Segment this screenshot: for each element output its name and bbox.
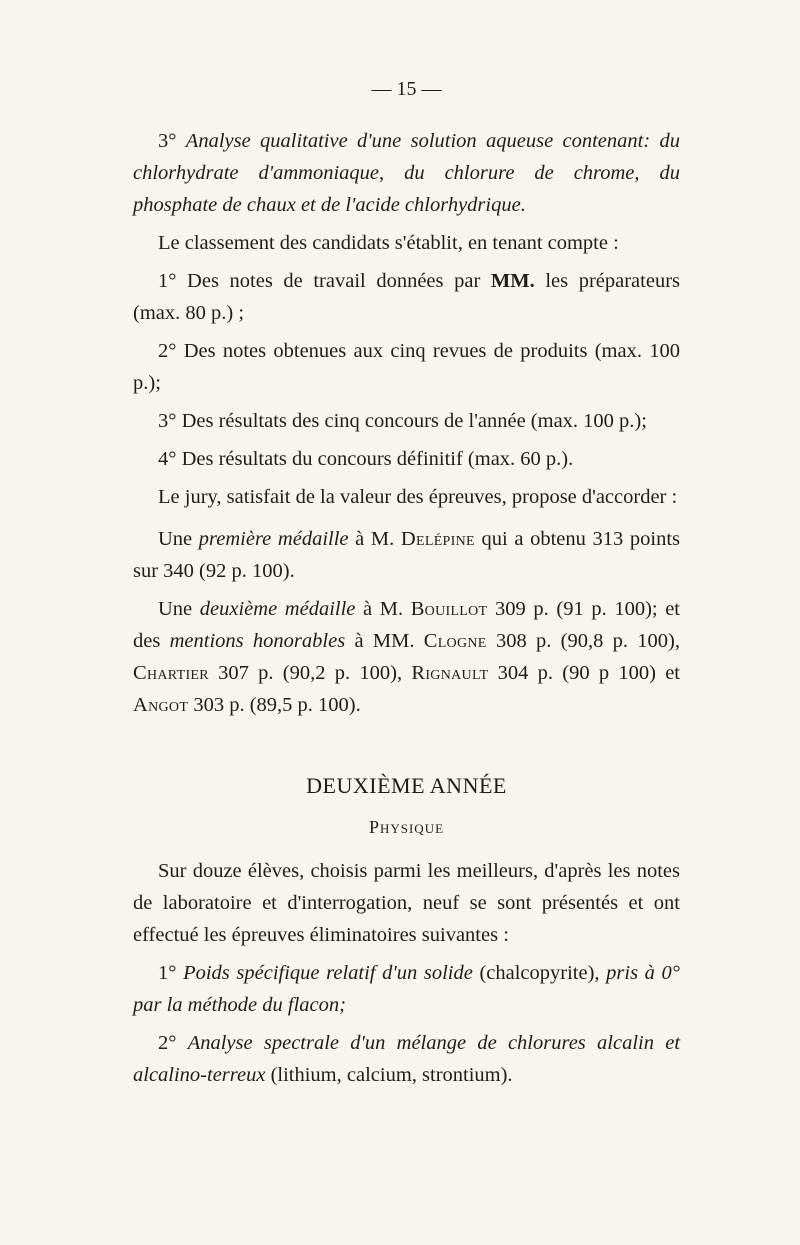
second-medal-pre: Une xyxy=(158,598,200,620)
laureate-chartier: Chartier xyxy=(133,662,209,684)
item-3-title: Analyse qualitative d'une solution aqueuse contenant: du chlorhydrate d'ammoniaque, du chlorure de chrome, du phosphate de chaux et de l'acide chlorhydrique. xyxy=(133,130,680,216)
criterion-2: 2° Des notes obtenues aux cinq revues de produits (max. 100 p.); xyxy=(133,340,680,394)
laureate-rignault: Rignault xyxy=(411,662,489,684)
laureate-bouillot: Bouillot xyxy=(410,598,488,620)
criterion-4: 4° Des résultats du concours définitif (max. 60 p.). xyxy=(158,448,574,470)
criterion-1 xyxy=(133,265,680,329)
classement-intro: Le classement des candidats s'établit, en tenant compte : xyxy=(158,232,619,254)
score-rignault: 304 p. (90 p 100) et xyxy=(488,662,681,684)
epreuve-2-elements: (lithium, calcium, strontium). xyxy=(265,1064,513,1086)
epreuve-1-title: Poids spécifique relatif d'un solide xyxy=(183,962,473,984)
first-medal-score: qui a obtenu 313 points sur 340 (92 p. 100). xyxy=(133,528,681,582)
second-medal-mid: à M. xyxy=(355,598,411,620)
criterion-1-text: 1° Des notes de travail données par xyxy=(158,270,491,292)
epreuve-1-method: pris à 0° par la méthode du flacon; xyxy=(133,962,680,1016)
item-3-number: 3° xyxy=(158,130,177,152)
honorable-mentions-label: mentions honorables xyxy=(169,630,346,652)
item-3-analyse-qualitative xyxy=(133,125,680,221)
first-medal-pre: Une xyxy=(158,528,199,550)
score-clogne: 308 p. (90,8 p. 100), xyxy=(486,630,680,652)
criterion-3: 3° Des résultats des cinq concours de l'année (max. 100 p.); xyxy=(158,410,647,432)
laureate-delepine: Delépine xyxy=(400,528,475,550)
laureate-angot: Angot xyxy=(133,694,189,716)
laureate-clogne: Clogne xyxy=(423,630,487,652)
epreuve-2-number: 2° xyxy=(158,1032,177,1054)
book-page xyxy=(133,78,680,1091)
epreuve-1 xyxy=(133,957,680,1021)
first-medal-award: première médaille xyxy=(198,528,349,550)
criterion-1-rest: les préparateurs (max. 80 p.) ; xyxy=(133,270,680,324)
physique-intro: Sur douze élèves, choisis parmi les meilleurs, d'après les notes de laboratoire et d'interrogation, neuf se sont présentés et ont effectué les épreuves éliminatoires suivantes : xyxy=(133,860,680,946)
section-title: DEUXIÈME ANNÉE xyxy=(306,773,507,798)
second-medal-score: 309 p. (91 p. 100); et des xyxy=(133,598,681,652)
epreuve-1-number: 1° xyxy=(158,962,177,984)
jury-paragraph: Le jury, satisfait de la valeur des épreuves, propose d'accorder : xyxy=(158,486,678,508)
page-number: — 15 — xyxy=(371,78,442,100)
score-angot: 303 p. (89,5 p. 100). xyxy=(188,694,361,716)
first-medal-paragraph xyxy=(133,523,680,587)
second-medal-paragraph xyxy=(133,593,680,721)
epreuve-2-title: Analyse spectrale d'un mélange de chlorures alcalin et alcalino-terreux xyxy=(133,1032,681,1086)
first-medal-mid: à M. xyxy=(348,528,401,550)
epreuve-1-sample: (chalcopyrite), xyxy=(472,962,607,984)
subsection-title: Physique xyxy=(368,817,445,837)
mentions-mm: à MM. xyxy=(345,630,424,652)
criterion-1-mm: MM. xyxy=(490,270,535,292)
score-chartier: 307 p. (90,2 p. 100), xyxy=(208,662,412,684)
second-medal-award: deuxième médaille xyxy=(199,598,356,620)
epreuve-2 xyxy=(133,1027,680,1091)
